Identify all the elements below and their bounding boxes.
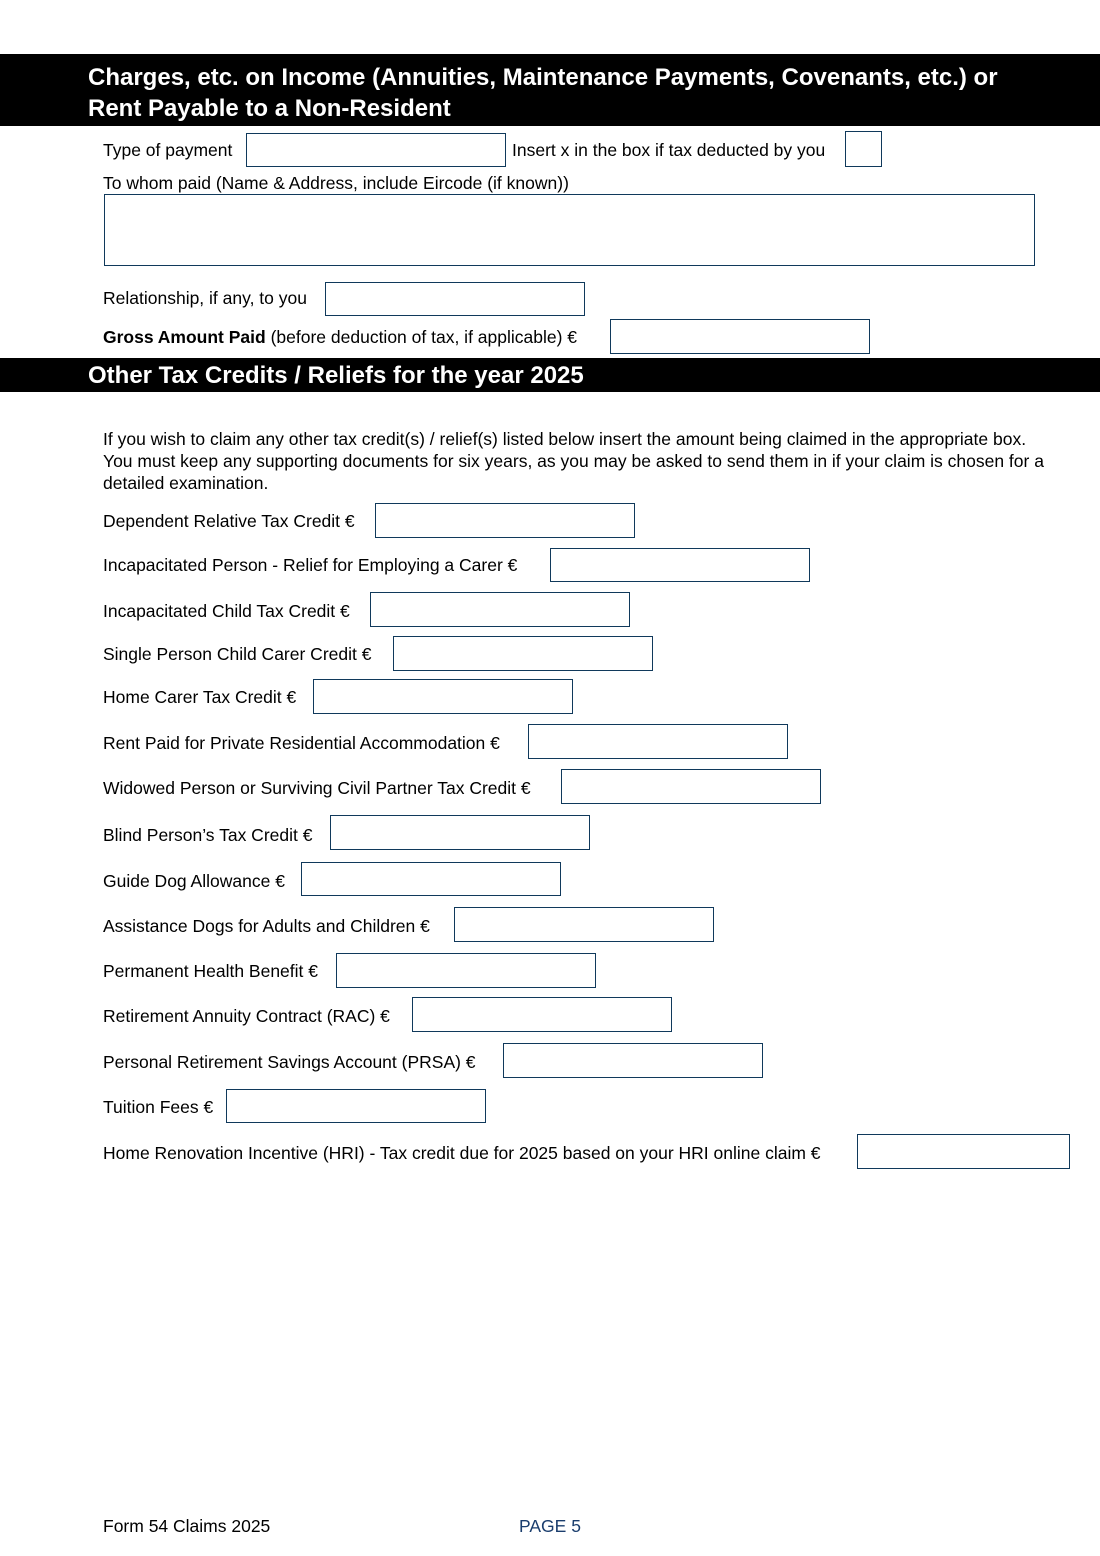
incapacitated-carer-label: Incapacitated Person - Relief for Employing a Carer €	[103, 555, 518, 575]
type-of-payment-label: Type of payment	[103, 140, 233, 160]
tax-deducted-checkbox[interactable]	[845, 131, 882, 167]
prsa-input[interactable]	[503, 1043, 763, 1078]
assistance-dogs-input[interactable]	[454, 907, 714, 942]
intro-paragraph: If you wish to claim any other tax credit(s) / relief(s) listed below insert the amount being claimed in the appropriate box. You must keep any supporting documents for six years, as you may be asked to send them in if your claim is chosen for a detailed examination.	[103, 429, 1044, 493]
section-title: Other Tax Credits / Reliefs for the year 2025	[88, 362, 584, 389]
hri-input[interactable]	[857, 1134, 1070, 1169]
tax-deducted-label: Insert x in the box if tax deducted by you	[512, 140, 826, 160]
dependent-relative-label: Dependent Relative Tax Credit €	[103, 511, 355, 531]
permanent-health-label: Permanent Health Benefit €	[103, 961, 318, 981]
tuition-fees-input[interactable]	[226, 1089, 486, 1123]
to-whom-paid-textarea[interactable]	[104, 194, 1035, 266]
gross-amount-label-rest: (before deduction of tax, if applicable) €	[265, 327, 578, 347]
rent-paid-input[interactable]	[528, 724, 788, 759]
blind-person-label: Blind Person’s Tax Credit €	[103, 825, 313, 845]
widowed-person-input[interactable]	[561, 769, 821, 804]
home-carer-input[interactable]	[313, 679, 573, 714]
section-header-charges-on-income	[0, 54, 1100, 126]
incapacitated-child-input[interactable]	[370, 592, 630, 627]
page-number: PAGE 5	[519, 1516, 581, 1536]
gross-amount-label	[103, 327, 577, 347]
guide-dog-input[interactable]	[301, 862, 561, 896]
incapacitated-carer-input[interactable]	[550, 548, 810, 582]
section-title-line-2: Rent Payable to a Non-Resident	[88, 95, 451, 122]
rac-input[interactable]	[412, 997, 672, 1032]
form-name: Form 54 Claims 2025	[103, 1516, 271, 1536]
home-carer-label: Home Carer Tax Credit €	[103, 687, 297, 707]
section-header-other-tax-credits	[0, 358, 1100, 392]
gross-amount-label-bold: Gross Amount Paid	[103, 327, 266, 347]
permanent-health-input[interactable]	[336, 953, 596, 988]
assistance-dogs-label: Assistance Dogs for Adults and Children €	[103, 916, 430, 936]
relationship-label: Relationship, if any, to you	[103, 288, 307, 308]
guide-dog-label: Guide Dog Allowance €	[103, 871, 285, 891]
section-title-line-1: Charges, etc. on Income (Annuities, Maintenance Payments, Covenants, etc.) or	[88, 64, 998, 91]
widowed-person-label: Widowed Person or Surviving Civil Partner Tax Credit €	[103, 778, 531, 798]
to-whom-paid-label: To whom paid (Name & Address, include Eircode (if known))	[103, 173, 569, 193]
type-of-payment-input[interactable]	[246, 133, 506, 167]
blind-person-input[interactable]	[330, 815, 590, 850]
rent-paid-label: Rent Paid for Private Residential Accommodation €	[103, 733, 500, 753]
single-person-carer-input[interactable]	[393, 636, 653, 671]
gross-amount-input[interactable]	[610, 319, 870, 354]
rac-label: Retirement Annuity Contract (RAC) €	[103, 1006, 390, 1026]
dependent-relative-input[interactable]	[375, 503, 635, 538]
single-person-carer-label: Single Person Child Carer Credit €	[103, 644, 372, 664]
tuition-fees-label: Tuition Fees €	[103, 1097, 214, 1117]
prsa-label: Personal Retirement Savings Account (PRSA) €	[103, 1052, 476, 1072]
incapacitated-child-label: Incapacitated Child Tax Credit €	[103, 601, 350, 621]
relationship-input[interactable]	[325, 282, 585, 316]
hri-label: Home Renovation Incentive (HRI) - Tax credit due for 2025 based on your HRI online claim €	[103, 1143, 821, 1163]
